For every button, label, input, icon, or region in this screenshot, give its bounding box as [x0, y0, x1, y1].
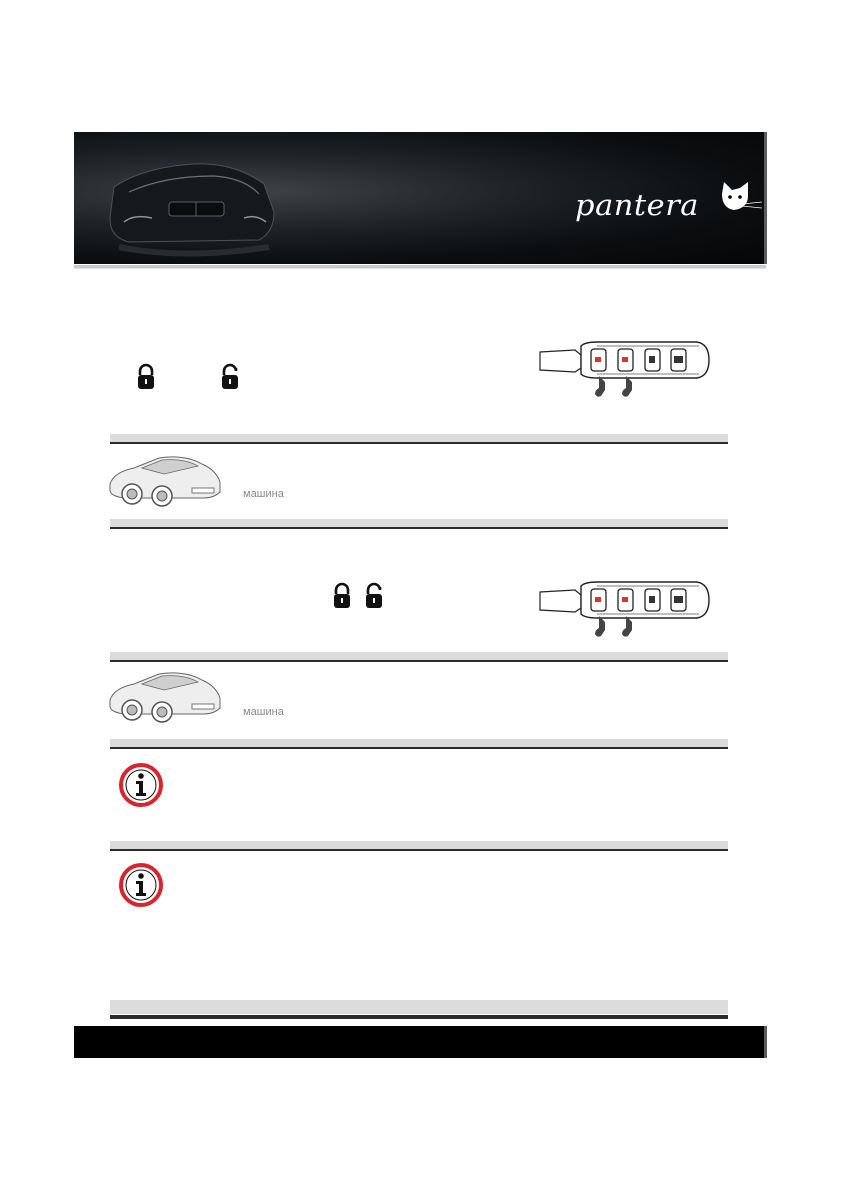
remote-control-image: [537, 332, 722, 404]
cat-logo-icon: [704, 172, 764, 222]
lock-closed-icon: [136, 363, 156, 391]
remote-control-image: [537, 572, 722, 644]
header-divider-light: [74, 268, 766, 269]
section-divider-line: [110, 442, 728, 444]
banner-edge: [764, 132, 767, 264]
car-illustration: [104, 452, 224, 512]
lock-closed-icon: [332, 582, 352, 610]
footer-bar: [74, 1026, 766, 1058]
section-divider-line: [110, 660, 728, 662]
footer-edge: [764, 1026, 767, 1058]
car-caption: машина: [243, 488, 284, 500]
section-divider: [110, 519, 728, 527]
section-divider: [110, 434, 728, 442]
info-icon: [118, 762, 164, 808]
section-divider-line: [110, 1015, 728, 1019]
car-caption: машина: [243, 706, 284, 718]
brand-logo: pantera: [575, 188, 699, 222]
section-divider: [110, 841, 728, 849]
section-divider-line: [110, 747, 728, 749]
car-illustration: [104, 668, 224, 728]
section-divider: [110, 739, 728, 747]
info-icon: [118, 862, 164, 908]
section-divider-line: [110, 527, 728, 529]
lock-open-icon: [220, 363, 240, 391]
section-divider-line: [110, 849, 728, 851]
lock-open-icon: [364, 582, 384, 610]
section-divider: [110, 652, 728, 660]
section-divider: [110, 1000, 728, 1014]
